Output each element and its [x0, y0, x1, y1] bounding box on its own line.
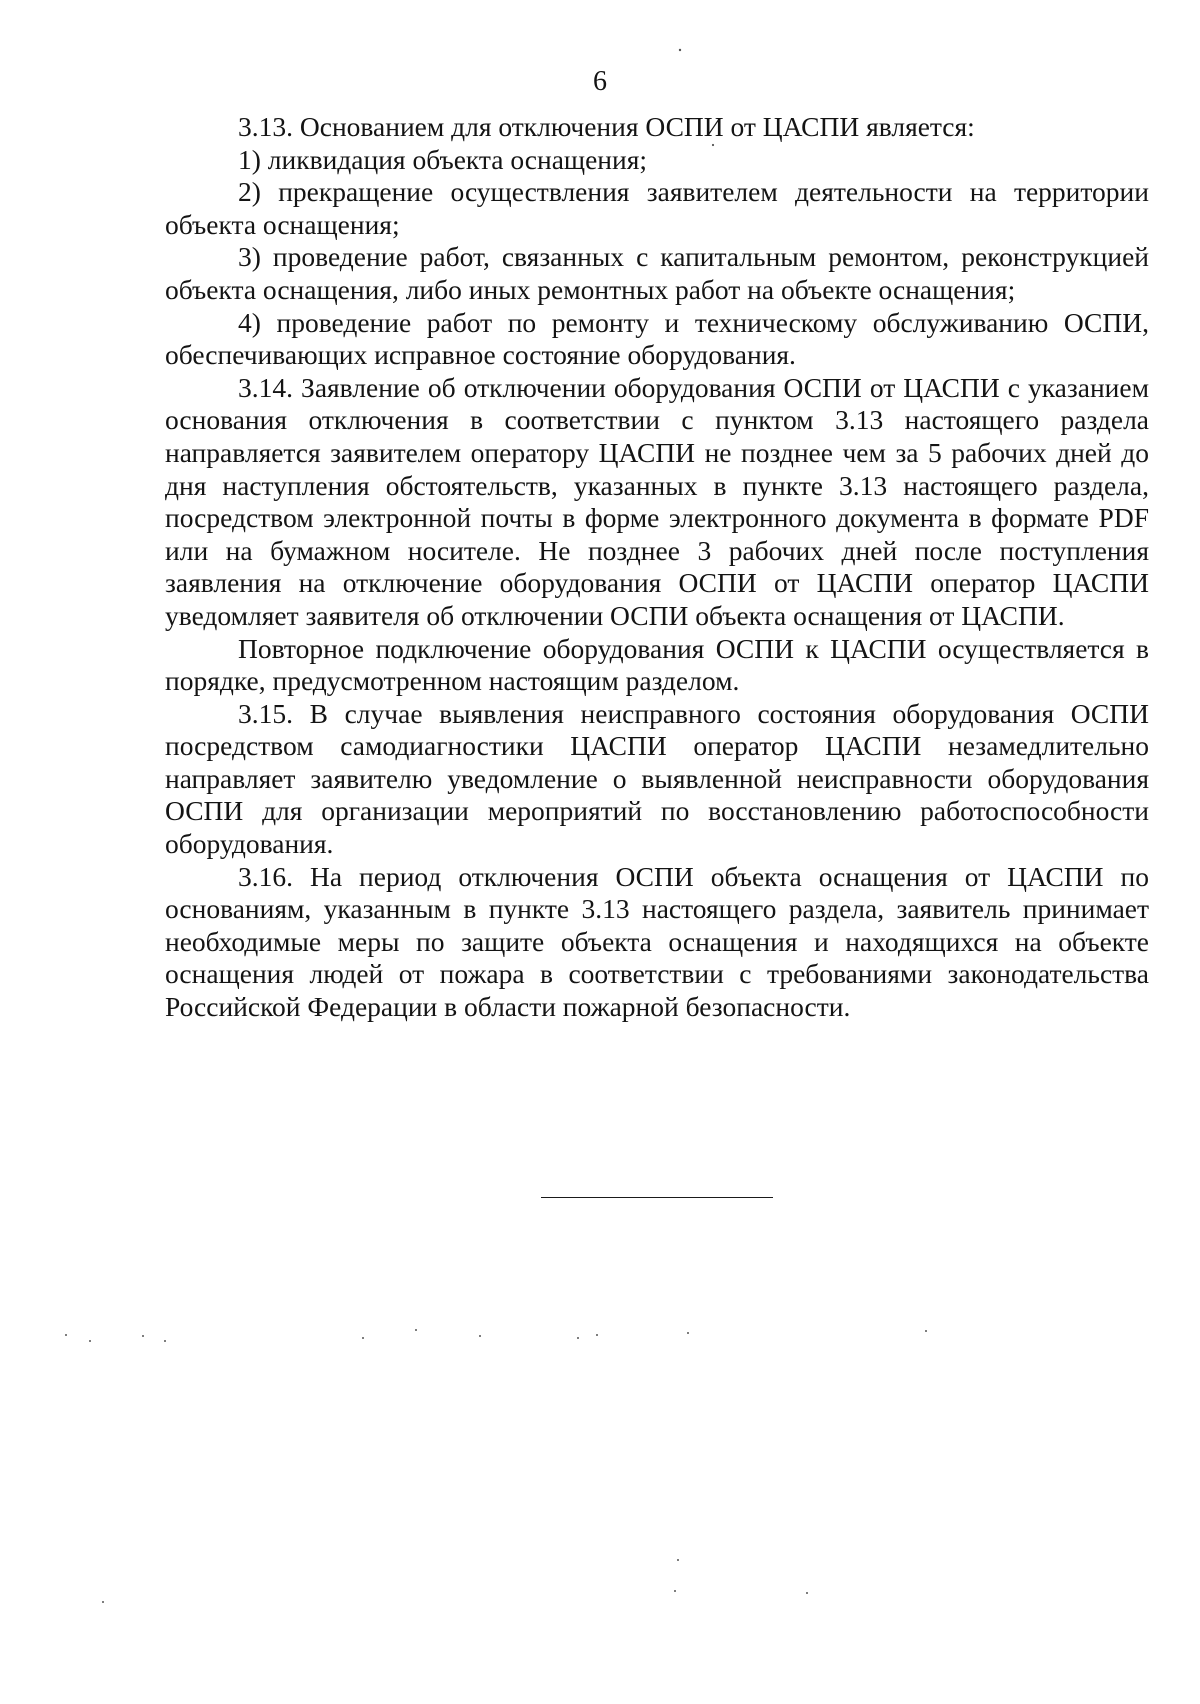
clause-3-14: 3.14. Заявление об отключении оборудования ОСПИ от ЦАСПИ с указанием основания отключения в соответствии с пунктом 3.13 настоящего раздела направляется заявителем оператору ЦАСПИ не позднее чем за 5 рабочих дней до дня наступления обстоятельств, указанных в пункте 3.13 настоящего раздела, посредством электронной почты в форме электронного документа в формате PDF или на бумажном носителе. Не позднее 3 рабочих дней после поступления заявления на отключение оборудования ОСПИ от ЦАСПИ оператор ЦАСПИ уведомляет заявителя об отключении ОСПИ объекта оснащения от ЦАСПИ.: [165, 371, 1149, 631]
clause-3-13-item-2: 2) прекращение осуществления заявителем деятельности на территории объекта оснащения;: [165, 176, 1149, 240]
clause-3-13-item-3: 3) проведение работ, связанных с капитальным ремонтом, реконструкцией объекта оснащения, либо иных ремонтных работ на объекте оснащения;: [165, 241, 1149, 305]
clause-3-15: 3.15. В случае выявления неисправного состояния оборудования ОСПИ посредством самодиагностики ЦАСПИ оператор ЦАСПИ незамедлительно направляет заявителю уведомление о выявленной неисправности оборудования ОСПИ для организации мероприятий по восстановлению работоспособности оборудования.: [165, 697, 1149, 860]
clause-3-13-item-4: 4) проведение работ по ремонту и техническому обслуживанию ОСПИ, обеспечивающих исправное состояние оборудования.: [165, 306, 1149, 371]
clause-3-13-heading: 3.13. Основанием для отключения ОСПИ от ЦАСПИ является:: [238, 111, 975, 142]
clause-3-16: 3.16. На период отключения ОСПИ объекта оснащения от ЦАСПИ по основаниям, указанным в пункте 3.13 настоящего раздела, заявитель принимает необходимые меры по защите объекта оснащения и находящихся на объекте оснащения людей от пожара в соответствии с требованиями законодательства Российской Федерации в области пожарной безопасности.: [165, 860, 1149, 1023]
page-number: 6: [593, 66, 607, 97]
end-of-text-rule: [541, 1197, 773, 1198]
document-body: [165, 111, 1149, 1024]
clause-3-14-reconnection: Повторное подключение оборудования ОСПИ к ЦАСПИ осуществляется в порядке, предусмотренном настоящим разделом.: [165, 632, 1149, 697]
clause-3-13-item-1: 1) ликвидация объекта оснащения;: [238, 143, 648, 175]
